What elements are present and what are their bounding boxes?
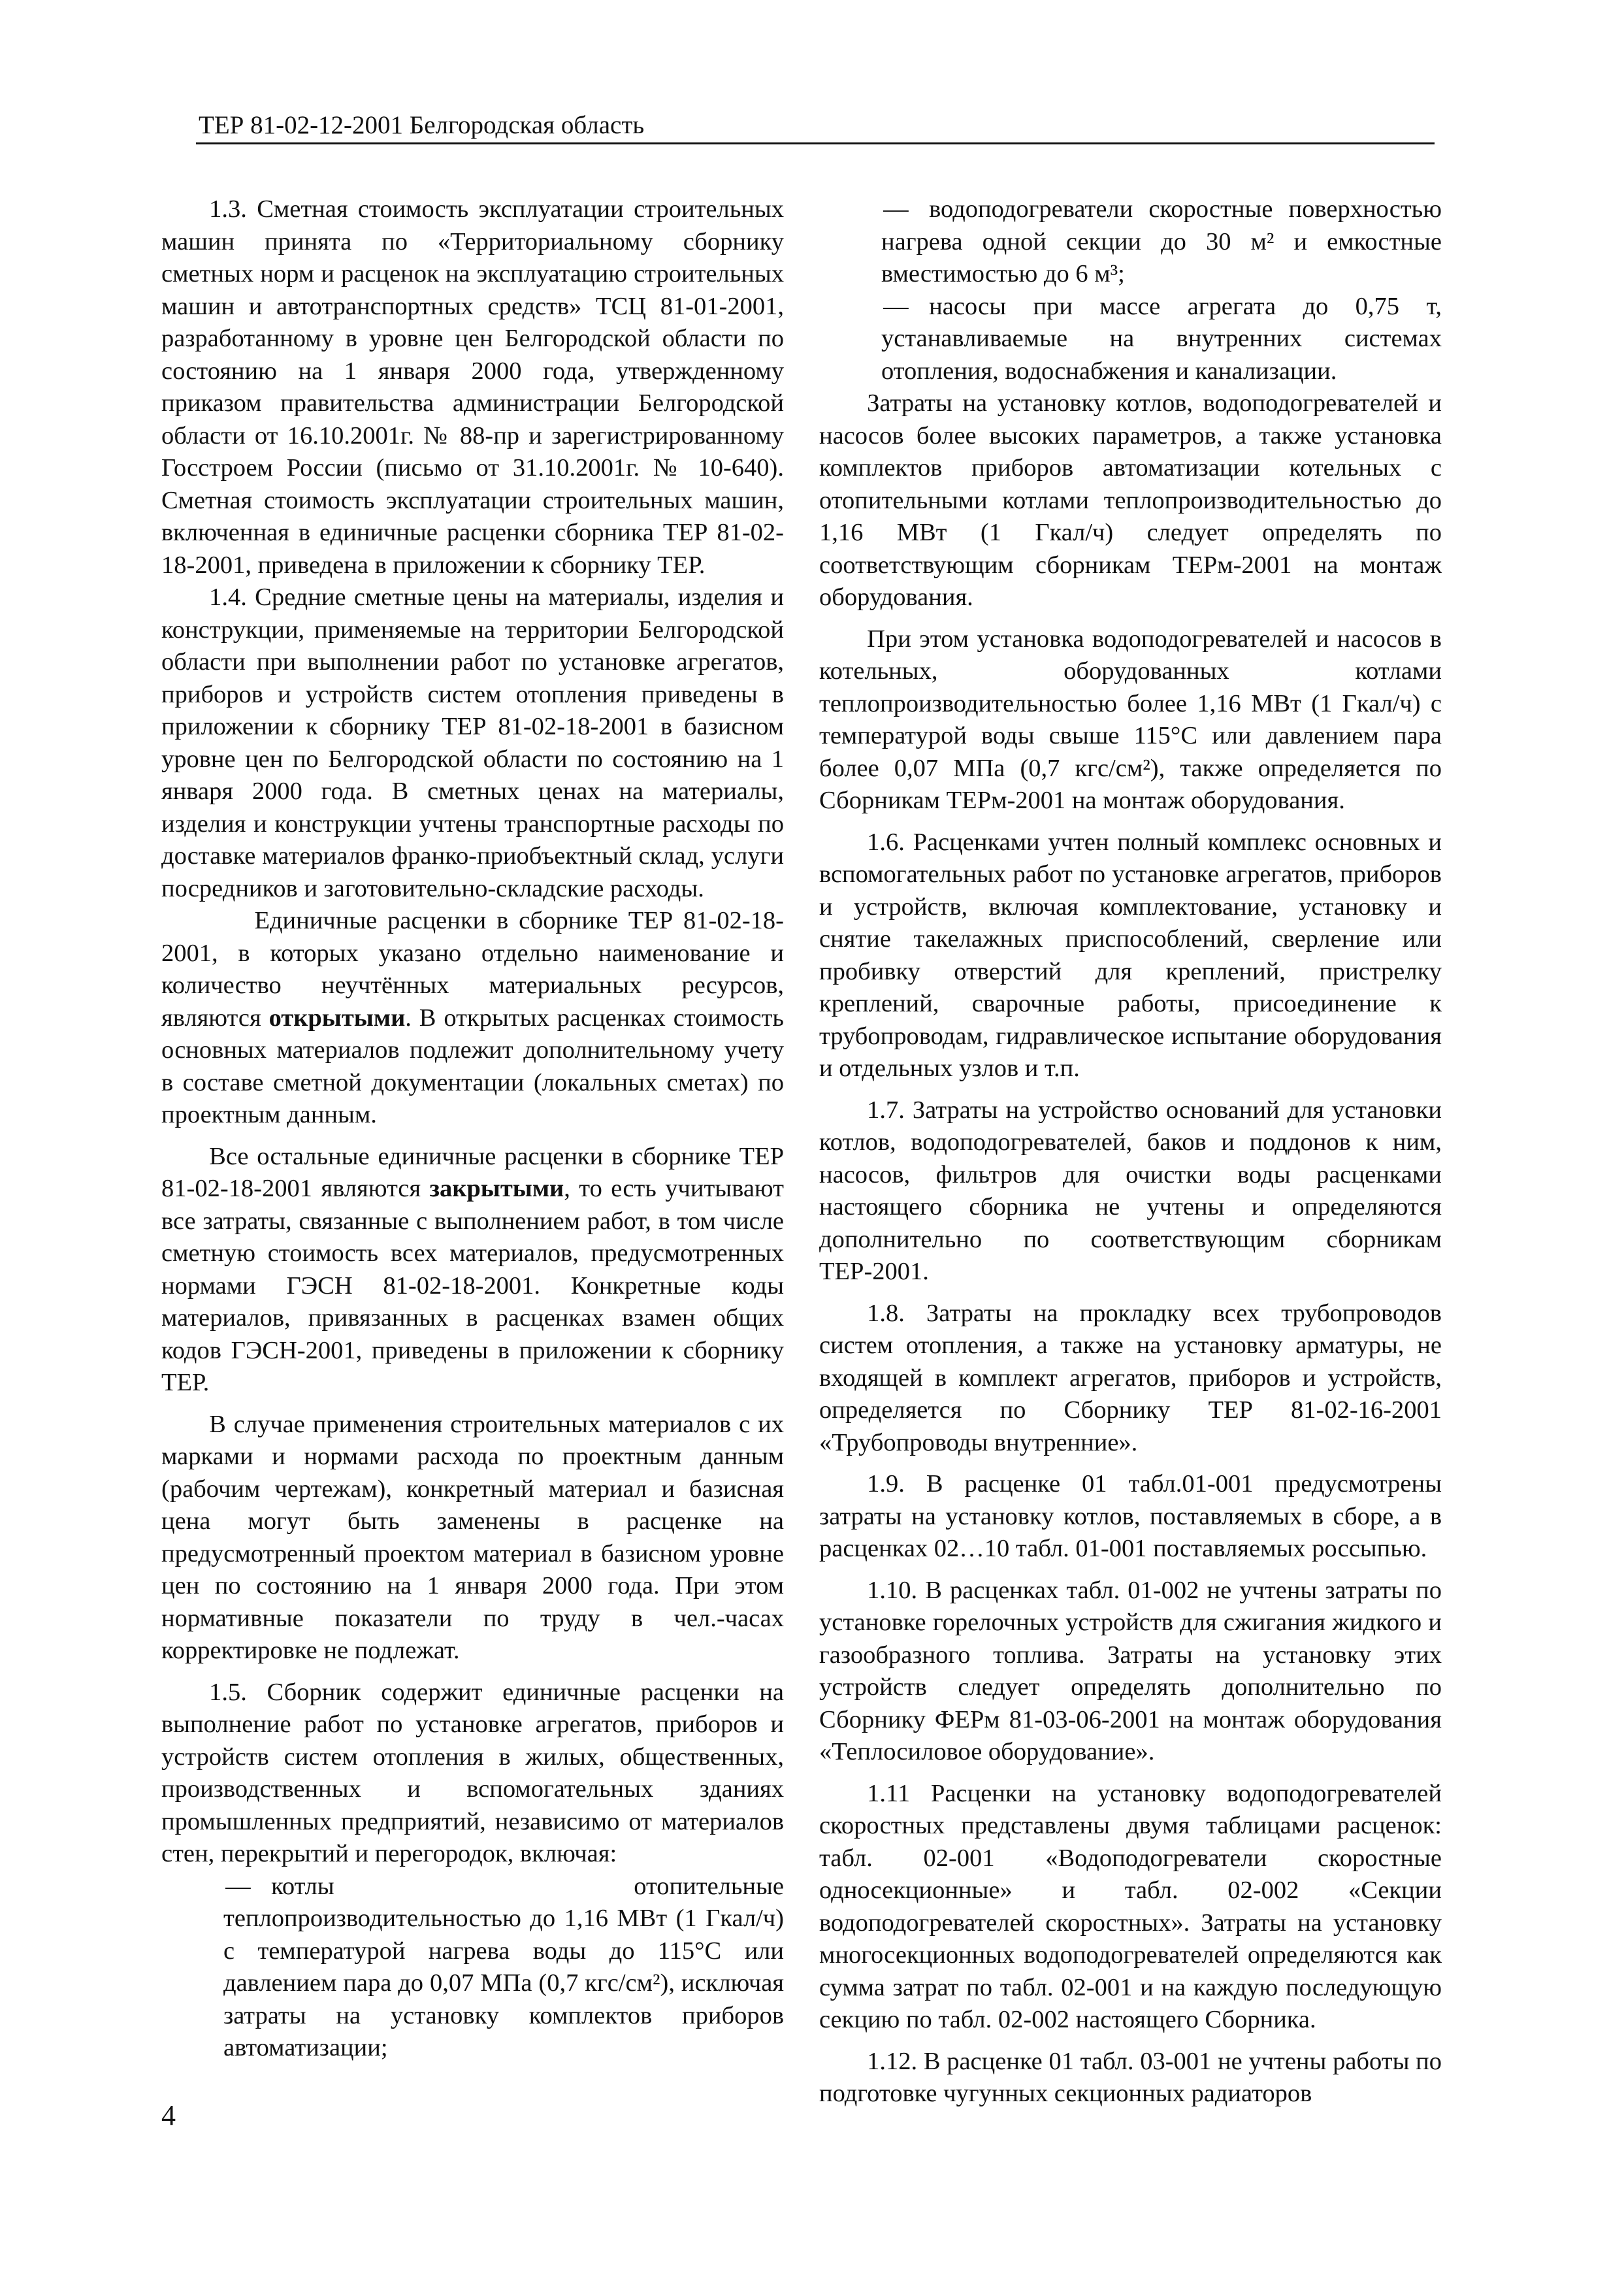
- list-item-boilers: [161, 1871, 784, 2065]
- list-item-pumps: [819, 291, 1442, 388]
- open-rates-emphasis: открытыми: [268, 1004, 406, 1032]
- paragraph-boiler-rooms: При этом установка водоподогревателей и насосов в котельных, оборудованных котлами теплопроизводительностью более 1,16 МВт (1 Гкал/ч) с температурой воды свыше 115°С или давлением пара более 0,07 МПа (0,7 кгс/см²), также определяется по Сборникам ТЕРм-2001 на монтаж оборудования.: [819, 625, 1442, 814]
- closed-rates-text-a: Все остальные единичные расценки в сборнике ТЕР 81-02-18-2001 являются: [161, 1142, 784, 1202]
- header-rule: [196, 142, 1435, 144]
- left-column: [161, 193, 784, 2065]
- open-rates-text-c: . В открытых расценках стоимость основных материалов подлежит дополнительному учету в составе сметной документации (локальных сметах) по проектным данным.: [161, 1004, 784, 1128]
- paragraph-1-3: 1.3. Сметная стоимость эксплуатации строительных машин принята по «Территориальному сборнику сметных норм и расценок на эксплуатацию строительных машин и автотранспортных средств» ТСЦ 81-01-2001, разработанному в уровне цен Белгородской области по состоянию на 1 января 2000 года, утвержденному приказом правительства администрации Белгородской области от 16.10.2001г. № 88-пр и зарегистрированному Госстроем России (письмо от 31.10.2001г. № 10-640). Сметная стоимость эксплуатации строительных машин, включенная в единичные расценки сборника ТЕР 81-02-18-2001, приведена в приложении к сборнику ТЕР.: [161, 195, 784, 579]
- closed-rates-text-c: , то есть учитывают все затраты, связанные с выполнением работ, в том числе сметную стоимость всех материалов, предусмотренных нормами ГЭСН 81-02-18-2001. Конкретные коды материалов, привязанных в расценках взамен общих кодов ГЭСН-2001, приведены в приложении к сборнику ТЕР.: [161, 1175, 785, 1396]
- paragraph-material-replacement: В случае применения строительных материалов с их марками и нормами расхода по проектным данным (рабочим чертежам), конкретный материал и базисная цена могут быть заменены в расценке на предусмотренный проектом материал в базисном уровне цен по состоянию на 1 января 2000 года. При этом нормативные показатели по труду в чел.-часах корректировке не подлежат.: [161, 1410, 784, 1664]
- list-item-water-heaters-text: водоподогреватели скоростные поверхностью нагрева одной секции до 30 м² и емкостные вместимостью до 6 м³;: [881, 195, 1442, 287]
- paragraph-1-10: 1.10. В расценках табл. 01-002 не учтены затраты по установке горелочных устройств для сжигания жидкого и газообразного топлива. Затраты на установку этих устройств следует определять дополнительно по Сборнику ФЕРм 81-03-06-2001 на монтаж оборудования «Теплосиловое оборудование».: [819, 1576, 1442, 1765]
- open-rates-text-a: Единичные расценки в сборнике ТЕР 81-02-18-2001, в которых указано отдельно наименование и количество неучтённых материальных ресурсов, являются: [161, 907, 784, 1032]
- paragraph-higher-parameters: Затраты на установку котлов, водоподогревателей и насосов более высоких параметров, а также установка комплектов приборов автоматизации котельных с отопительными котлами теплопроизводительностью до 1,16 МВт (1 Гкал/ч) следует определять по соответствующим сборникам ТЕРм-2001 на монтаж оборудования.: [819, 389, 1442, 611]
- paragraph-1-11: 1.11 Расценки на установку водоподогревателей скоростных представлены двумя таблицами расценок: табл. 02-001 «Водоподогреватели скоростные односекционные» и табл. 02-002 «Секции водоподогревателей скоростных». Затраты на установку многосекционных водоподогревателей определяются как сумма затрат по табл. 02-001 и на каждую последующую секцию по табл. 02-002 настоящего Сборника.: [819, 1779, 1442, 2033]
- paragraph-closed-rates: [161, 1141, 784, 1400]
- paragraph-1-5: 1.5. Сборник содержит единичные расценки на выполнение работ по установке агрегатов, приборов и устройств систем отопления в жилых, общественных, производственных и вспомогательных зданиях промышленных предприятий, независимо от материалов стен, перекрытий и перегородок, включая:: [161, 1678, 784, 1867]
- running-header: [196, 111, 1435, 144]
- paragraph-1-12: 1.12. В расценке 01 табл. 03-001 не учтены работы по подготовке чугунных секционных радиаторов: [819, 2047, 1442, 2107]
- list-item-pumps-text: насосы при массе агрегата до 0,75 т, устанавливаемые на внутренних системах отопления, водоснабжения и канализации.: [881, 292, 1442, 385]
- dash-mark: —: [883, 292, 909, 320]
- paragraph-1-7: 1.7. Затраты на устройство оснований для установки котлов, водоподогревателей, баков и поддонов к ним, насосов, фильтров для очистки воды расценками настоящего сборника не учтены и определяются дополнительно по соответствующим сборникам ТЕР-2001.: [819, 1096, 1442, 1285]
- right-column: [819, 193, 1442, 2110]
- paragraph-1-8: 1.8. Затраты на прокладку всех трубопроводов систем отопления, а также на установку арматуры, не входящей в комплект агрегатов, приборов и устройств, определяется по Сборнику ТЕР 81-02-16-2001 «Трубопроводы внутренние».: [819, 1299, 1442, 1456]
- closed-rates-emphasis: закрытыми: [429, 1175, 564, 1202]
- paragraph-1-9: 1.9. В расценке 01 табл.01-001 предусмотрены затраты на установку котлов, поставляемых в сборе, а в расценках 02…10 табл. 01-001 поставляемых россыпью.: [819, 1470, 1442, 1562]
- header-title: ТЕР 81-02-12-2001 Белгородская область: [199, 111, 645, 139]
- list-item-boilers-text: котлы отопительные теплопроизводительностью до 1,16 МВт (1 Гкал/ч) с температурой нагрева воды до 115°С или давлением пара до 0,07 МПа (0,7 кгс/см²), исключая затраты на установку комплектов приборов автоматизации;: [223, 1872, 784, 2061]
- dash-mark: —: [883, 195, 909, 223]
- dash-mark: —: [225, 1872, 251, 1900]
- paragraph-1-6: 1.6. Расценками учтен полный комплекс основных и вспомогательных работ по установке агрегатов, приборов и устройств, включая комплектование, установку и снятие такелажных приспособлений, сверление или пробивку отверстий для креплений, пристрелку креплений, сварочные работы, присоединение к трубопроводам, гидравлическое испытание оборудования и отдельных узлов и т.п.: [819, 828, 1442, 1082]
- page-number: 4: [161, 2099, 176, 2131]
- paragraph-1-4: 1.4. Средние сметные цены на материалы, изделия и конструкции, применяемые на территории Белгородской области при выполнении работ по установке агрегатов, приборов и устройств систем отопления приведены в приложении к сборнику ТЕР 81-02-18-2001 в базисном уровне цен по Белгородской области по состоянию на 1 января 2000 года. В сметных ценах на материалы, изделия и конструкции учтены транспортные расходы по доставке материалов франко-приобъектный склад, услуги посредников и заготовительно-складские расходы.: [161, 583, 784, 902]
- paragraph-open-rates: [161, 905, 784, 1132]
- list-item-water-heaters: [819, 193, 1442, 291]
